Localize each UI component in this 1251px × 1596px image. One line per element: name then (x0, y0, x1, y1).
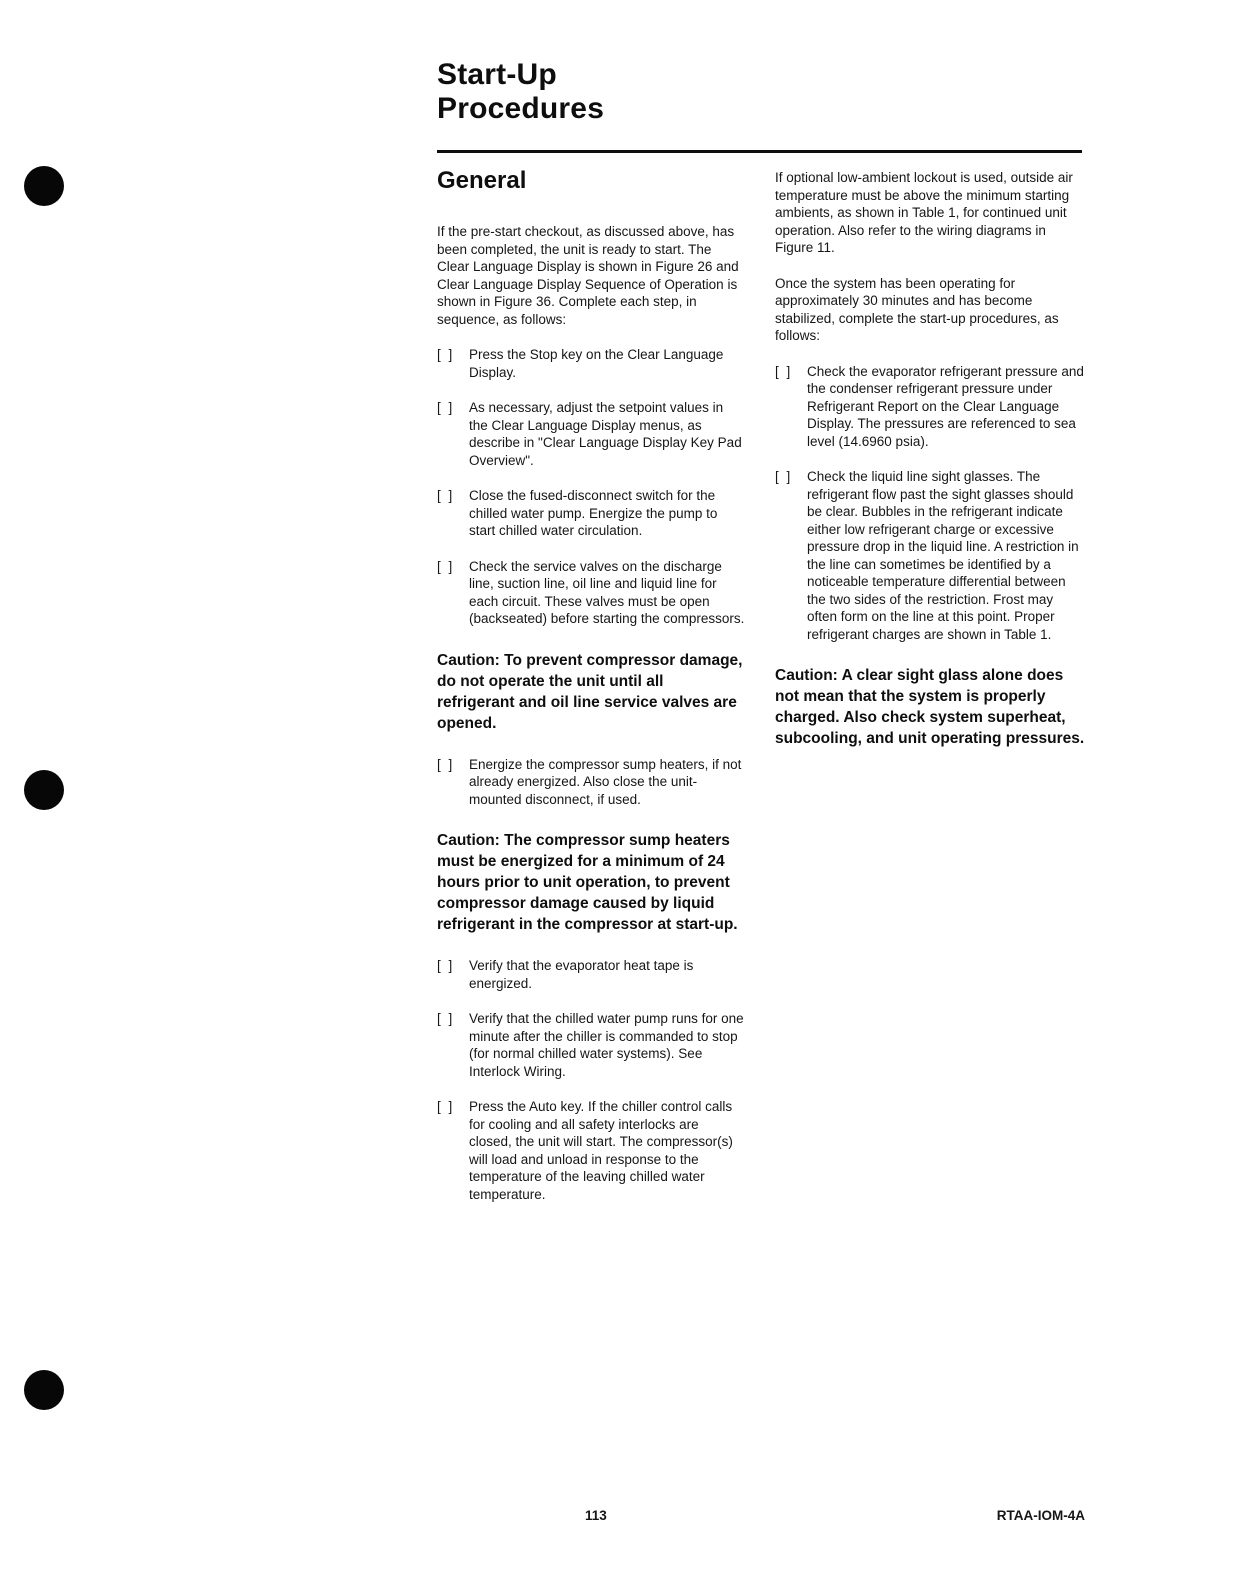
page-footer (437, 1508, 1085, 1523)
checklist-item-text: Press the Stop key on the Clear Language Display. (469, 347, 724, 380)
page-title-line2: Procedures (437, 92, 605, 125)
checklist-item-text: Check the liquid line sight glasses. The refrigerant flow past the sight glasses should be clear. Bubbles in the refrigerant indicate either low refrigerant charge or excessive pressure drop in the liquid line. A restriction in the line can sometimes be identified by a noticeable temperature differential between the two sides of the restriction. Frost may often form on the line at this point. Proper refrigerant charges are shown in Table 1. (807, 469, 1079, 642)
right-paragraph-1: If optional low-ambient lockout is used, outside air temperature must be above the minimum starting ambients, as shown in Table 1, for continued unit operation. Also refer to the wiring diagrams in Figure 11. (775, 170, 1073, 255)
intro-paragraph: If the pre-start checkout, as discussed above, has been completed, the unit is ready to start. The Clear Language Display is shown in Figure 26 and Clear Language Display Sequence of Operation is shown in Figure 36. Complete each step, in sequence, as follows: (437, 224, 739, 327)
checklist-item (437, 1010, 745, 1080)
checklist-item (437, 558, 745, 628)
checklist-item-text: Close the fused-disconnect switch for the chilled water pump. Energize the pump to start chilled water circulation. (469, 488, 718, 538)
checklist-item (775, 363, 1085, 451)
punch-hole-top (24, 166, 64, 206)
caution-service-valves: Caution: To prevent compressor damage, do not operate the unit until all refrigerant and oil line service valves are opened. (437, 651, 743, 732)
checkbox-marker: [ ] (775, 469, 793, 484)
page-title-line1: Start-Up (437, 58, 557, 91)
page-content (437, 58, 1085, 1221)
checklist-item (437, 399, 745, 469)
caution-sump-heaters: Caution: The compressor sump heaters must be energized for a minimum of 24 hours prior to unit operation, to prevent compressor damage caused by liquid refrigerant in the compressor at start-up. (437, 832, 738, 933)
caution-sight-glass: Caution: A clear sight glass alone does not mean that the system is properly charged. Also check system superheat, subcooling, and unit operating pressures. (775, 667, 1085, 747)
checkbox-marker: [ ] (437, 756, 455, 772)
checklist-item (437, 957, 745, 992)
checkbox-marker: [ ] (437, 1011, 455, 1026)
right-column (775, 167, 1085, 1221)
checklist-item-text: As necessary, adjust the setpoint values in the Clear Language Display menus, as describe in "Clear Language Display Key Pad Overview". (469, 400, 742, 468)
title-divider (437, 150, 1082, 153)
checkbox-marker: [ ] (437, 1099, 455, 1114)
right-paragraph-2: Once the system has been operating for approximately 30 minutes and has become stabilized, complete the start-up procedures, as follows: (775, 275, 1059, 343)
checklist-item (437, 346, 745, 381)
checklist-item-text: Check the service valves on the discharge line, suction line, oil line and liquid line for each circuit. These valves must be open (backseated) before starting the compressors. (469, 558, 745, 626)
checkbox-marker: [ ] (437, 488, 455, 503)
punch-hole-middle (24, 770, 64, 810)
checkbox-marker: [ ] (437, 958, 455, 973)
section-heading-general: General (437, 167, 527, 194)
punch-hole-bottom (24, 1370, 64, 1410)
checklist-item (775, 468, 1085, 643)
checkbox-marker: [ ] (437, 400, 455, 415)
checklist-item-text: Verify that the evaporator heat tape is energized. (469, 958, 694, 991)
checklist-item (437, 756, 745, 809)
checkbox-marker: [ ] (775, 363, 793, 379)
checklist-item-text: Press the Auto key. If the chiller control calls for cooling and all safety interlocks are closed, the unit will start. The compressor(s) will load and unload in response to the temperature of the leaving chilled water temperature. (469, 1099, 733, 1202)
left-column (437, 167, 745, 1221)
checklist-item-text: Verify that the chilled water pump runs for one minute after the chiller is commanded to stop (for normal chilled water systems). See Interlock Wiring. (469, 1011, 744, 1079)
checklist-item-text: Energize the compressor sump heaters, if not already energized. Also close the unit-mounted disconnect, if used. (469, 756, 742, 807)
page-title (437, 58, 1085, 126)
checklist-item (437, 1098, 745, 1203)
checklist-item-text: Check the evaporator refrigerant pressure and the condenser refrigerant pressure under Refrigerant Report on the Clear Language Display. The pressures are referenced to sea level (14.6960 psia). (807, 363, 1084, 449)
document-number: RTAA-IOM-4A (996, 1508, 1085, 1523)
page-number: 113 (585, 1508, 607, 1523)
checkbox-marker: [ ] (437, 558, 455, 574)
checkbox-marker: [ ] (437, 347, 455, 362)
checklist-item (437, 487, 745, 540)
two-column-layout (437, 167, 1085, 1221)
